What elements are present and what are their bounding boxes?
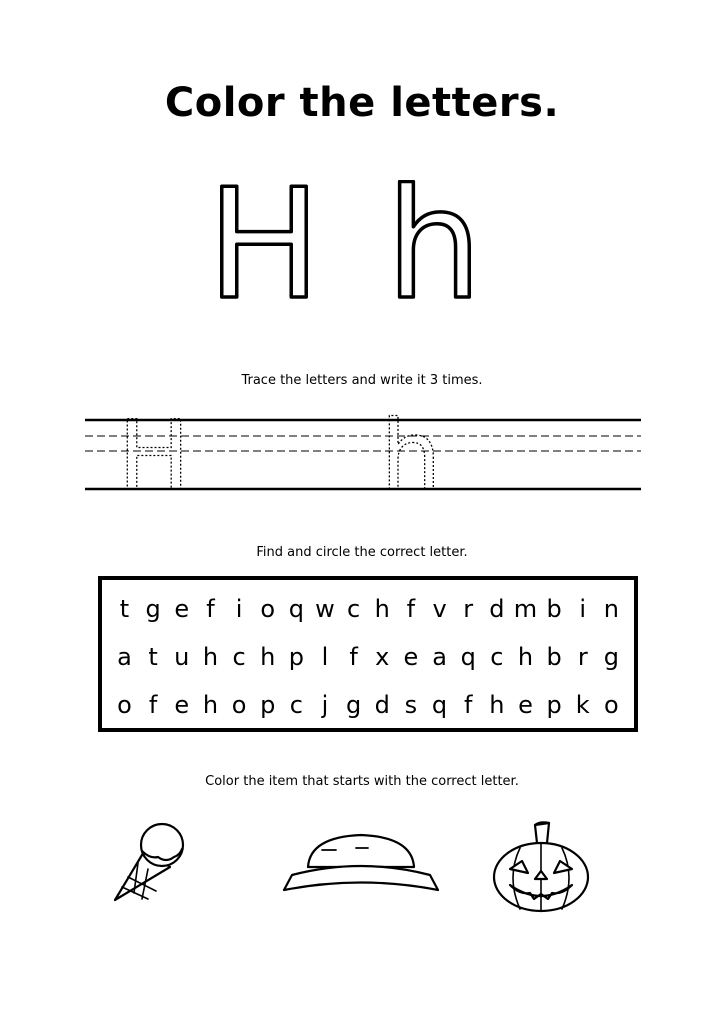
letter-row-1	[102, 594, 634, 624]
grid-letter[interactable]: p	[288, 643, 304, 671]
grid-letter[interactable]: i	[235, 595, 243, 623]
tracing-lines	[85, 410, 641, 500]
grid-letter[interactable]: o	[260, 595, 276, 623]
grid-letter[interactable]: h	[260, 643, 276, 671]
grid-letter[interactable]: s	[404, 691, 418, 719]
page-title: Color the letters.	[164, 80, 560, 126]
grid-letter[interactable]: g	[346, 691, 362, 719]
grid-letter[interactable]: c	[232, 643, 246, 671]
grid-letter[interactable]: w	[315, 595, 335, 623]
grid-letter[interactable]: q	[460, 643, 476, 671]
grid-letter[interactable]: h	[202, 643, 219, 671]
grid-letter[interactable]: u	[174, 643, 190, 671]
grid-letter[interactable]: g	[145, 595, 161, 623]
color-items	[0, 815, 724, 925]
grid-letter[interactable]: t	[148, 643, 158, 671]
ice-cream-icon[interactable]	[115, 824, 183, 900]
grid-letter[interactable]: o	[117, 691, 132, 719]
grid-letter[interactable]: h	[489, 691, 505, 719]
grid-letter[interactable]: m	[513, 595, 538, 623]
grid-letter[interactable]: p	[260, 691, 276, 719]
trace-instruction: Trace the letters and write it 3 times.	[241, 373, 483, 388]
grid-letter[interactable]: c	[347, 595, 361, 623]
grid-letter[interactable]: t	[119, 595, 130, 623]
grid-letter[interactable]: f	[349, 643, 358, 671]
trace-letter-upper[interactable]: H	[117, 410, 191, 500]
grid-letter[interactable]: d	[489, 595, 505, 623]
grid-letter[interactable]: f	[406, 595, 416, 623]
grid-letter[interactable]: n	[603, 595, 619, 623]
grid-letter[interactable]: q	[288, 595, 304, 623]
grid-letter[interactable]: p	[546, 691, 562, 719]
find-instruction: Find and circle the correct letter.	[256, 545, 468, 560]
letter-grid	[98, 576, 638, 732]
grid-letter[interactable]: d	[374, 691, 390, 719]
grid-letter[interactable]: c	[289, 691, 303, 719]
grid-letter[interactable]: h	[517, 643, 534, 671]
grid-letter[interactable]: b	[546, 643, 562, 671]
grid-letter[interactable]: v	[432, 595, 447, 623]
grid-letter[interactable]: q	[431, 691, 448, 719]
grid-letter[interactable]: b	[546, 595, 562, 623]
pumpkin-icon[interactable]	[494, 822, 588, 911]
grid-letter[interactable]: f	[463, 691, 473, 719]
grid-letter[interactable]: e	[403, 643, 419, 671]
grid-letter[interactable]: r	[463, 595, 474, 623]
grid-letter[interactable]: x	[375, 643, 390, 671]
grid-letter[interactable]: h	[202, 691, 219, 719]
grid-letter[interactable]: e	[174, 691, 190, 719]
letter-row-2	[102, 642, 634, 672]
grid-letter[interactable]: e	[174, 595, 190, 623]
big-letters	[0, 180, 724, 310]
color-instruction: Color the item that starts with the correct letter.	[205, 774, 519, 789]
grid-letter[interactable]: o	[604, 691, 619, 719]
grid-letter[interactable]: g	[603, 643, 619, 671]
trace-letter-lower[interactable]: h	[380, 410, 442, 500]
grid-letter[interactable]: l	[321, 643, 329, 671]
outline-letter-lower: h	[385, 180, 483, 310]
grid-letter[interactable]: e	[518, 691, 533, 719]
grid-letter[interactable]: f	[206, 595, 215, 623]
hat-icon[interactable]	[284, 835, 438, 890]
grid-letter[interactable]: h	[374, 595, 390, 623]
outline-letter-upper: H	[206, 180, 322, 310]
grid-letter[interactable]: a	[117, 643, 132, 671]
grid-letter[interactable]: a	[432, 643, 447, 671]
grid-letter[interactable]: c	[490, 643, 504, 671]
grid-letter[interactable]: k	[575, 691, 590, 719]
grid-letter[interactable]: f	[148, 691, 158, 719]
grid-letter[interactable]: r	[577, 643, 588, 671]
letter-row-3	[102, 690, 634, 720]
grid-letter[interactable]: i	[579, 595, 587, 623]
grid-letter[interactable]: j	[321, 691, 329, 719]
grid-letter[interactable]: o	[231, 691, 247, 719]
